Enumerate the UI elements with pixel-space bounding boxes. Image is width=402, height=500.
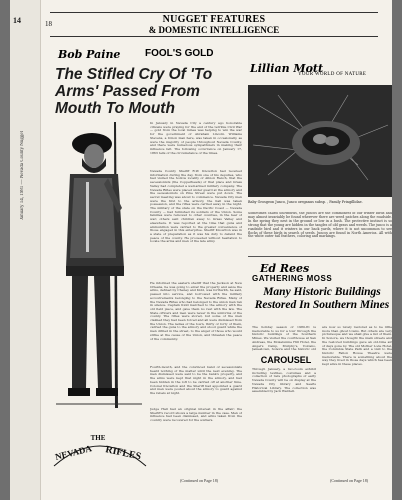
section-banner [50,12,378,37]
svg-text:NEVADA: NEVADA [54,443,93,462]
column-title-gathering-moss: GATHERING MOSS [252,274,333,283]
section-divider [248,256,392,257]
photo-caption: Baby Grosgeon Junco, Junco oreganus subsp. , Family Fringillidae. [248,200,363,204]
page-number: 18 [45,20,52,28]
newspaper-page [10,0,392,500]
continued-notice-1: (Continued on Page 18) [180,478,219,483]
svg-text:THE: THE [90,434,106,442]
article-body-right-2: Fourth-mouth, and the convinced band of secessionists heard nothing of the matter until the next evening. The men dismissed were said to be the bank's property, and the arms were kept that night in the armory, and had been hidden in the loft to be carried off at another time. Colonel Knowlton and the Sheriff had appointed a guard and men were posted about the armory to guard against the rebels at night. [150,366,242,395]
article-body-main: Nevada County Sheriff R.W. Knowlton had received information during the day, from one of his deputies, who had visited the hollow locality of Albion Ranch, that the secessionists (the Copperheads) of that place and Grass Valley had completed a well-armed military company. The Nevada Rifles were placed under guard at the armory and the secessionists on Pine Street were put down. The secret meeting was about to commence. Nevada City men were the first to the armory, the hall was taken possession, and the rifles were carried away in the night. The military of the state on the Pacific Coast — Nevada County — had furnished its soldiers of the Union. Some families were removed to other counties, in the fear of war; others sent children away to Grass Valley and elsewhere. It was reported at the time that guns and ammunition were carried to the greater convenience of those engaged in this enterprise. Sheriff Knowlton was in a state of preparation as it was his duty to defend the peace of the county. He proceeded without hesitation to locate the arms and men of the late army. [150,170,242,244]
column-title-your-world-of-nature: YOUR WORLD OF NATURE [298,72,367,77]
article-body-right-3: Judge Hall had an original interest in the affair; the Sheriff's record shows a large number in the case. Men of influence had been dismissed, and arms taken from the country were recovered for the soldiers. [150,408,242,423]
banner-title: NUGGET FEATURES [162,14,266,25]
headline-stifled-cry: The Stifled Cry Of 'To Arms' Passed From Mouth To Mouth [55,66,213,117]
continued-notice-3: (Continued on Page 18) [330,478,369,483]
rifles-lettering [54,434,142,463]
svg-text:RIFLES: RIFLES [104,444,142,463]
soldier-illustration [52,118,147,414]
column-title-fools-gold: FOOL'S GOLD [145,48,214,59]
carousel-body: Through January, a two-room exhibit including textiles, costumes and a collection of rare photographs of early Nevada County will be on display at the Nevada City library and Searls Historical Library. The collection was assembled by Jack Wardell. [252,368,316,394]
byline-lillian-mott: Lillian Mott [250,62,324,75]
article-body-right: He informed the eastern sheriff that the Jackson at New Orleans, he was going to enter the property and seize the arms, defined by Cheney and Kidd, was forthwith, he said, passed into service, and borrowed with the military accoutrements belonging to the Nevada Rifles. Many of the Nevada Rifles who had belonged to the union men ran in silence. Captain Kidd marched to the armory with the old field piece, and gave them no rest with the law. The State officers and men were never in the uniforms of the county. The rifles were stored, but some of the men claimed they had been forced and all were dismissed from the Union. The ladies of the town, thirty or forty of them, carried the guns to the armory and stood guard while the men drilled in the street, to the anger of those who would strike at the cause of the Union, and threaten the peace of the community. [150,282,242,341]
junco-nest-photo [248,85,392,197]
moss-article-body-left: The holiday season of 1980-81 is memorable to us for a tour through the historic buildings of the Southern Mines. We visited the courthouse at San Andreas, the Mokelumne Hill Hotel, the Angel's Camp, Murphy's, Volcano, Jamestown, Sonora and the historic old [252,326,316,352]
volume-number: 14 [13,16,21,25]
headline-historic-buildings: Many Historic Buildings Restored In Southern Mines [254,286,390,311]
banner-subtitle: & DOMESTIC INTELLIGENCE [148,25,280,35]
article-intro: In January in Nevada City a century ago honorable citizens were praying for the end of the terrible Civil War — gold from the local mines was helping to win the war for the government of Abraham Lincoln. Williams Stevens, a Union man here, was taken in occasionally, as were the majority of people throughout Nevada County, and there were numerous sympathizers in making their influence felt. The following occurrence on January 17, 1863 tells of the circumstance of the times. [150,122,242,155]
binding-margin [10,0,41,500]
binding-strip-text: January 14, 1981 — Nevada County Nugget [20,130,25,220]
nature-article-body: Sometimes called Snowbirds, the Juncos are the commonest of our winter birds and may almost invariably be found wherever there are weed patches along the roadside. In the spring they nest in the ground or low in a bush. The protective instinct is so strong that the young are hidden in the tangles of old grass and weeds. The junco is a roadside bird and it winters in our back yards, where it is not uncommon to see flocks of these birds in search of seeds. Juncos are found in North America. All with the white outer tail feathers, coloring and markings. [248,212,392,239]
moss-article-body-right: are now so nicely restored as to be little more than ghost towns. But others are very picturesque and we shall give a list of them. In Sonora, we thought the main streets and the restored buildings gave an old-time air of days gone by. The old Mother Lode Hotel, the Columbia State Park and a visit to the historic Fallon House Theatre were memorable. There is something about the way they lived in those days which has been kept alive in these places. [322,326,392,367]
carousel-subhead: CAROUSEL [260,355,312,365]
byline-bob-paine: Bob Paine [58,48,121,61]
byline-ed-rees: Ed Rees [260,262,310,275]
nevada-rifles-logo [50,426,150,472]
